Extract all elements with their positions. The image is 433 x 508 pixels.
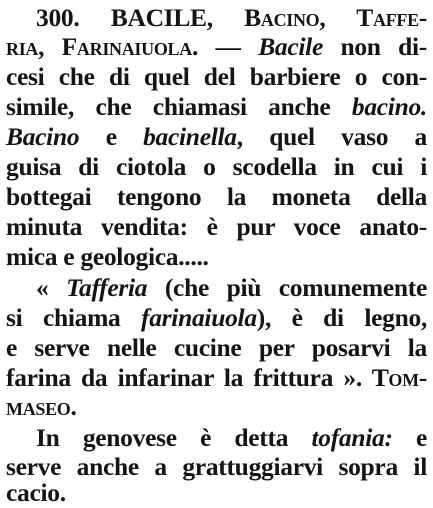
term-tafferia: Tafferia <box>66 273 148 302</box>
line-16-text: serve anche a grattuggiarvi sopra il <box>6 452 427 481</box>
text-line-4 <box>6 92 427 122</box>
line-15-tail: e <box>392 423 427 452</box>
text-line-14 <box>6 392 427 422</box>
text-line-15 <box>36 423 427 453</box>
line-11-tail: ), è di legno, <box>256 303 427 332</box>
line-13-text: farina da infarinar la frittura ». <box>6 363 362 392</box>
entry-synonyms-2: ria, Farinaiuola. <box>6 32 199 61</box>
term-farinaiuola: farinaiuola <box>141 303 257 332</box>
line-9-text: mica e geologica..... <box>6 242 209 271</box>
line-3-text: cesi che di quel del barbiere o con- <box>6 62 427 91</box>
text-line-2 <box>6 32 427 62</box>
entry-headword: BACILE, <box>110 3 213 32</box>
line-10-tail: (che più comunemente <box>147 273 427 302</box>
term-bacinella: bacinella <box>143 122 237 151</box>
entry-dash: — <box>198 32 259 61</box>
text-line-9 <box>6 242 427 272</box>
entry-number: 300. <box>36 3 80 32</box>
quote-open-mark: « <box>36 273 67 302</box>
text-line-8 <box>6 212 427 242</box>
entry-synonyms-1: Bacino, Taffe- <box>244 3 427 32</box>
term-tofania: tofania: <box>311 423 393 452</box>
line-15-text: In genovese è detta <box>36 423 312 452</box>
line-17-text: cacio. <box>6 478 66 507</box>
text-line-17 <box>6 478 427 508</box>
text-line-7 <box>6 182 427 212</box>
text-line-11 <box>6 303 427 333</box>
line-4-text: simile, che chiamasi anche <box>6 92 352 121</box>
line-12-text: e serve nelle cucine per posarvi la <box>6 333 427 362</box>
term-bacino-2: Bacino <box>6 122 80 151</box>
text-line-10 <box>36 273 427 303</box>
line-11-text: si chiama <box>6 303 142 332</box>
text-line-5 <box>6 122 427 152</box>
term-bacino: bacino. <box>351 92 427 121</box>
line-5-tail: , quel vaso a <box>236 122 427 151</box>
line-5-conj: e <box>79 122 144 151</box>
text-line-13 <box>6 363 427 393</box>
text-line-3 <box>6 62 427 92</box>
author-name-1: Tom- <box>361 363 427 392</box>
text-line-1 <box>36 3 427 33</box>
line-7-text: bottegai tengono la moneta della <box>6 182 427 211</box>
text-line-6 <box>6 152 427 182</box>
line-8-text: minuta vendita: è pur voce anato- <box>6 212 427 241</box>
term-bacile: Bacile <box>258 32 323 61</box>
author-name-2: maseo. <box>6 392 77 421</box>
line-6-text: guisa di ciotola o scodella in cui i <box>6 152 427 181</box>
text-line-12 <box>6 333 427 363</box>
line-2-tail: non di- <box>322 32 427 61</box>
